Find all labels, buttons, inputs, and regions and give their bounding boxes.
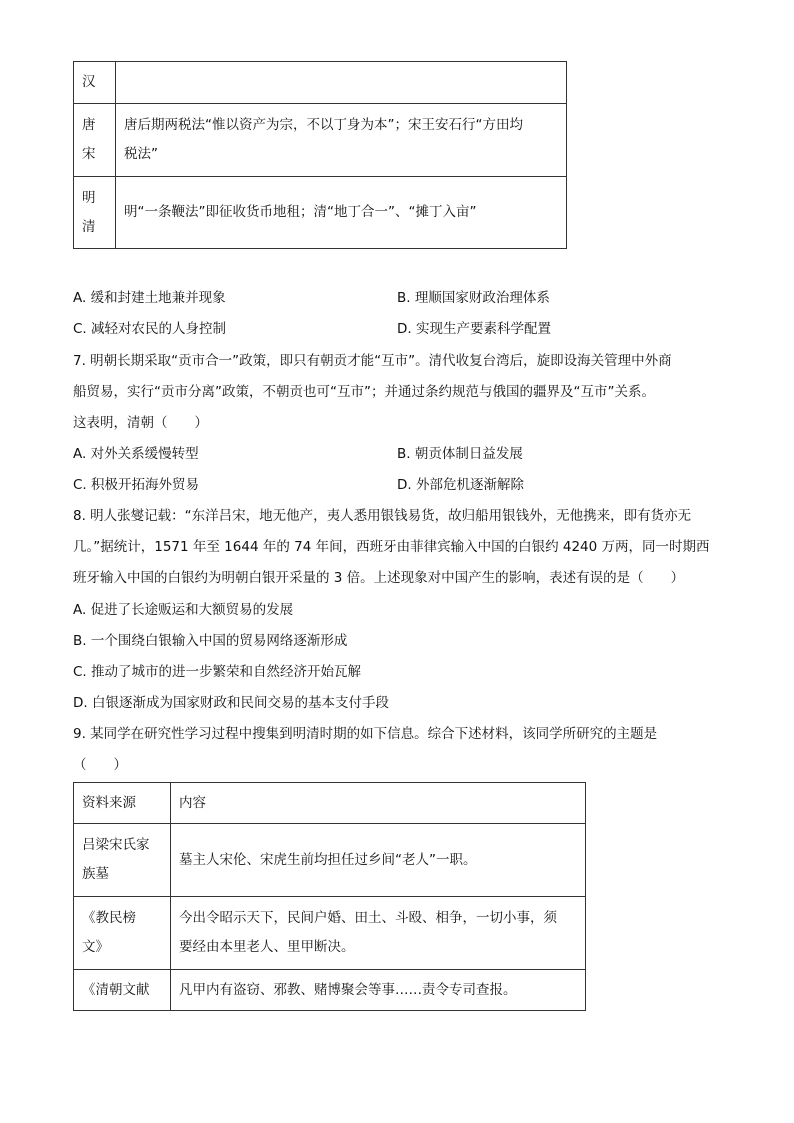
- q7-option-c[interactable]: C. 积极开拓海外贸易: [73, 477, 200, 493]
- tax-reform-table: [73, 61, 567, 249]
- source-cell: 《清朝文献: [74, 970, 171, 1011]
- q6-option-a[interactable]: A. 缓和封建土地兼并现象: [73, 290, 226, 306]
- q7-stem-line: 7. 明朝长期采取“贡市合一”政策，即只有朝贡才能“互市”。清代收复台湾后，旋即设海关管理中外商: [73, 353, 672, 369]
- header-content: 内容: [171, 783, 586, 824]
- era-cell: 汉: [74, 62, 116, 104]
- q7-option-b[interactable]: B. 朝贡体制日益发展: [397, 446, 523, 462]
- content-cell: [116, 62, 567, 104]
- q7-stem-line: 这表明，清朝（ ）: [73, 415, 208, 431]
- content-cell: 明“一条鞭法”即征收货币地租；清“地丁合一”、“摊丁入亩”: [116, 177, 567, 249]
- q7-option-d[interactable]: D. 外部危机逐渐解除: [397, 477, 524, 493]
- q9-stem-line: （ ）: [73, 757, 127, 773]
- q6-option-c[interactable]: C. 减轻对农民的人身控制: [73, 321, 227, 337]
- era-cell: 唐 宋: [74, 104, 116, 177]
- q8-stem-line: 几。”据统计，1571 年至 1644 年的 74 年间，西班牙由菲律宾输入中国的白银约 4240 万两，同一时期西: [73, 539, 710, 555]
- q8-option-c[interactable]: C. 推动了城市的进一步繁荣和自然经济开始瓦解: [73, 664, 362, 680]
- q6-option-d[interactable]: D. 实现生产要素科学配置: [397, 321, 551, 337]
- header-source: 资料来源: [74, 783, 171, 824]
- table-header-row: [74, 783, 586, 824]
- q9-stem-line: 9. 某同学在研究性学习过程中搜集到明清时期的如下信息。综合下述材料，该同学所研究的主题是: [73, 726, 658, 742]
- q8-stem-line: 班牙输入中国的白银约为明朝白银开采量的 3 倍。上述现象对中国产生的影响，表述有误的是（ ）: [73, 570, 685, 586]
- q6-option-b[interactable]: B. 理顺国家财政治理体系: [397, 290, 550, 306]
- content-cell: 唐后期两税法“惟以资产为宗，不以丁身为本”；宋王安石行“方田均 税法”: [116, 104, 567, 177]
- source-cell: 《教民榜 文》: [74, 897, 171, 970]
- table-row: [74, 177, 567, 249]
- content-cell: 墓主人宋伦、宋虎生前均担任过乡间“老人”一职。: [171, 824, 586, 897]
- table-row: [74, 824, 586, 897]
- table-row: [74, 897, 586, 970]
- q8-option-d[interactable]: D. 白银逐渐成为国家财政和民间交易的基本支付手段: [73, 695, 389, 711]
- content-cell: 今出令昭示天下，民间户婚、田土、斗殴、相争，一切小事，须 要经由本里老人、里甲断决。: [171, 897, 586, 970]
- q7-option-a[interactable]: A. 对外关系缓慢转型: [73, 446, 199, 462]
- content-cell: 凡甲内有盗窃、邪教、赌博聚会等事……责令专司查报。: [171, 970, 586, 1011]
- era-cell: 明 清: [74, 177, 116, 249]
- table-row: [74, 970, 586, 1011]
- table-row: [74, 62, 567, 104]
- q8-option-a[interactable]: A. 促进了长途贩运和大额贸易的发展: [73, 602, 294, 618]
- q8-option-b[interactable]: B. 一个围绕白银输入中国的贸易网络逐渐形成: [73, 633, 348, 649]
- source-material-table: [73, 782, 586, 1011]
- q8-stem-line: 8. 明人张燮记载：“东洋吕宋，地无他产，夷人悉用银钱易货，故归船用银钱外，无他携来，即有货亦无: [73, 508, 692, 524]
- table-row: [74, 104, 567, 177]
- source-cell: 吕梁宋氏家 族墓: [74, 824, 171, 897]
- q7-stem-line: 船贸易，实行“贡市分离”政策，不朝贡也可“互市”；并通过条约规范与俄国的疆界及“互市”关系。: [73, 384, 655, 400]
